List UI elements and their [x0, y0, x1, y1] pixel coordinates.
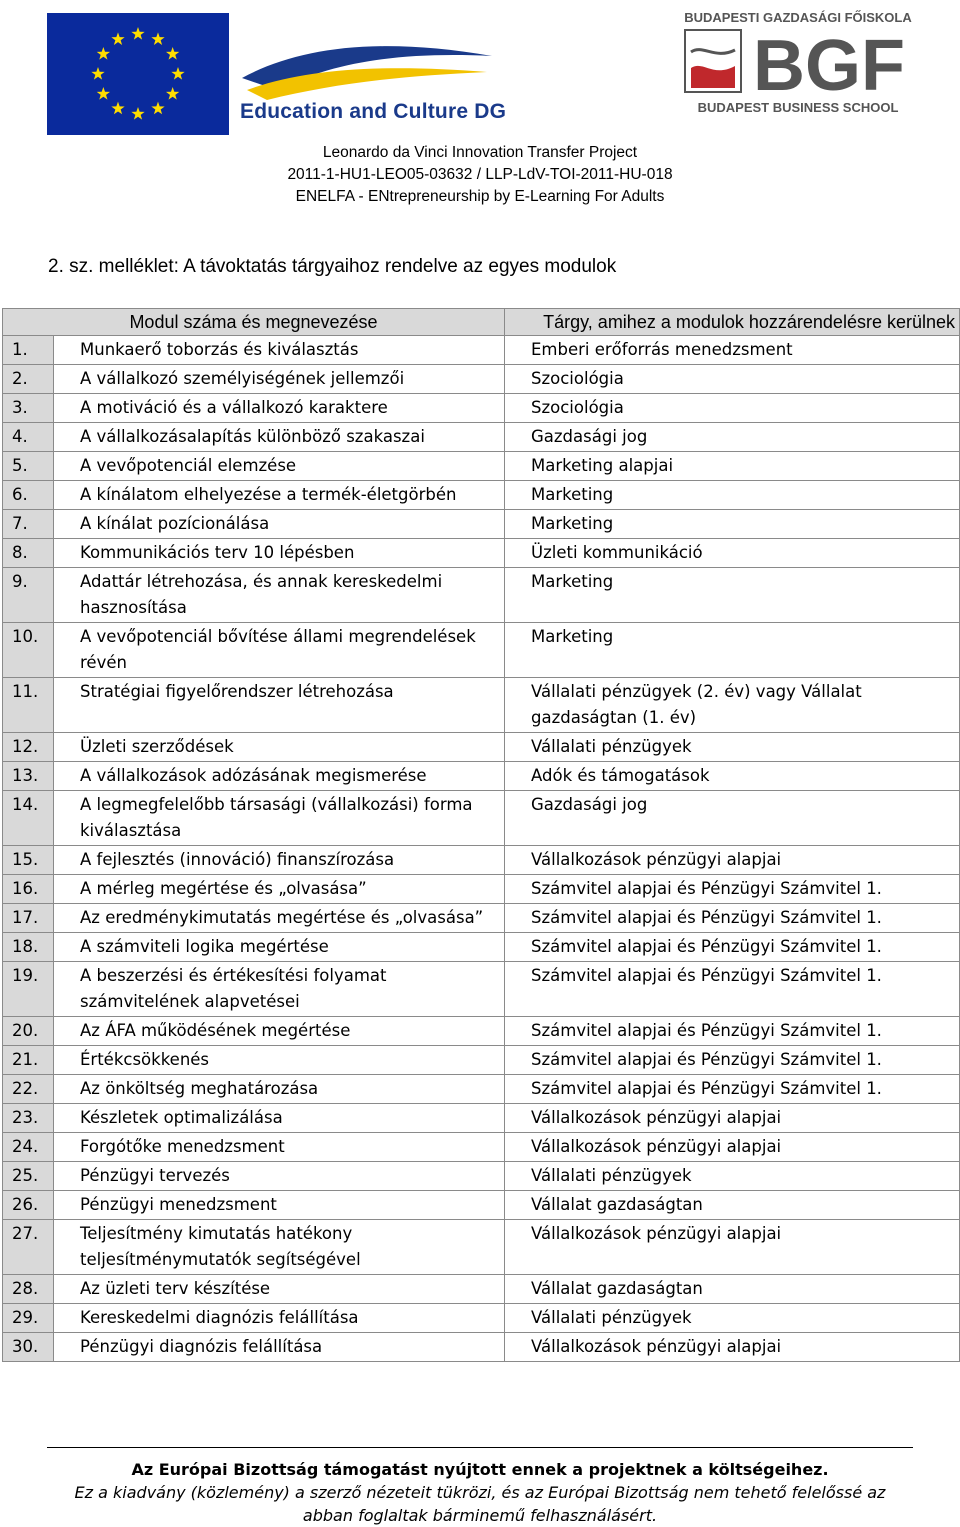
table-row: [3, 1333, 960, 1362]
project-info: [0, 142, 960, 208]
eu-star-icon: [151, 102, 164, 115]
row-number: 4.: [3, 423, 54, 452]
subject-name: Számvitel alapjai és Pénzügyi Számvitel 1.: [505, 1075, 960, 1104]
row-number: 30.: [3, 1333, 54, 1362]
row-number: 8.: [3, 539, 54, 568]
table-row: [3, 791, 960, 846]
table-row: [3, 623, 960, 678]
table-row: [3, 762, 960, 791]
row-number: 11.: [3, 678, 54, 733]
table-row: [3, 510, 960, 539]
table-row: [3, 1133, 960, 1162]
subject-name: Vállalat gazdaságtan: [505, 1275, 960, 1304]
subject-name: Vállalkozások pénzügyi alapjai: [505, 1220, 960, 1275]
row-number: 21.: [3, 1046, 54, 1075]
subject-name: Vállalat gazdaságtan: [505, 1191, 960, 1220]
table-row: [3, 962, 960, 1017]
subject-name: Vállalati pénzügyek (2. év) vagy Vállalat gazdaságtan (1. év): [505, 678, 960, 733]
eu-star-icon: [151, 32, 164, 45]
eu-star-icon: [97, 87, 110, 100]
project-line: 2011-1-HU1-LEO05-03632 / LLP-LdV-TOI-2011-HU-018: [287, 166, 673, 183]
module-name: A kínálatom elhelyezése a termék-életgörbén: [54, 481, 505, 510]
module-name: A vállalkozásalapítás különböző szakaszai: [54, 423, 505, 452]
table-row: [3, 539, 960, 568]
eu-star-icon: [111, 102, 124, 115]
row-number: 17.: [3, 904, 54, 933]
module-name: Az eredménykimutatás megértése és „olvasása”: [54, 904, 505, 933]
module-name: Értékcsökkenés: [54, 1046, 505, 1075]
document-title: 2. sz. melléklet: A távoktatás tárgyaihoz rendelve az egyes modulok: [48, 256, 617, 277]
module-name: A vevőpotenciál elemzése: [54, 452, 505, 481]
module-name: Munkaerő toborzás és kiválasztás: [54, 336, 505, 365]
table-row: [3, 904, 960, 933]
table-header-row: [3, 309, 960, 336]
row-number: 12.: [3, 733, 54, 762]
table-row: [3, 1017, 960, 1046]
subject-name: Számvitel alapjai és Pénzügyi Számvitel 1.: [505, 1017, 960, 1046]
eu-star-icon: [166, 47, 179, 60]
module-name: Üzleti szerződések: [54, 733, 505, 762]
table-row: [3, 933, 960, 962]
module-name: Az ÁFA működésének megértése: [54, 1017, 505, 1046]
module-name: Pénzügyi tervezés: [54, 1162, 505, 1191]
subject-name: Szociológia: [505, 365, 960, 394]
row-number: 10.: [3, 623, 54, 678]
table-row: [3, 1304, 960, 1333]
eu-star-icon: [111, 32, 124, 45]
eu-star-icon: [166, 87, 179, 100]
subject-name: Számvitel alapjai és Pénzügyi Számvitel 1.: [505, 962, 960, 1017]
subject-name: Marketing: [505, 481, 960, 510]
subject-name: Gazdasági jog: [505, 791, 960, 846]
table-row: [3, 1104, 960, 1133]
row-number: 22.: [3, 1075, 54, 1104]
subject-name: Számvitel alapjai és Pénzügyi Számvitel 1.: [505, 904, 960, 933]
row-number: 27.: [3, 1220, 54, 1275]
module-name: Kommunikációs terv 10 lépésben: [54, 539, 505, 568]
module-name: A vevőpotenciál bővítése állami megrendelések révén: [54, 623, 505, 678]
module-name: Adattár létrehozása, és annak kereskedelmi hasznosítása: [54, 568, 505, 623]
table-row: [3, 846, 960, 875]
eu-stars-icon: [47, 13, 229, 135]
eu-star-icon: [91, 67, 104, 80]
row-number: 28.: [3, 1275, 54, 1304]
module-name: A legmegfelelőbb társasági (vállalkozási) forma kiválasztása: [54, 791, 505, 846]
row-number: 18.: [3, 933, 54, 962]
subject-name: Gazdasági jog: [505, 423, 960, 452]
row-number: 7.: [3, 510, 54, 539]
eu-star-icon: [131, 27, 144, 40]
subject-name: Marketing: [505, 568, 960, 623]
subject-name: Vállalkozások pénzügyi alapjai: [505, 846, 960, 875]
table-row: [3, 336, 960, 365]
table-body: [3, 336, 960, 1362]
module-name: A kínálat pozícionálása: [54, 510, 505, 539]
row-number: 3.: [3, 394, 54, 423]
bgf-top-text: BUDAPESTI GAZDASÁGI FŐISKOLA: [684, 10, 912, 25]
eu-star-icon: [171, 67, 184, 80]
subject-name: Vállalati pénzügyek: [505, 1304, 960, 1333]
table-row: [3, 733, 960, 762]
eu-star-icon: [131, 107, 144, 120]
row-number: 9.: [3, 568, 54, 623]
subject-name: Számvitel alapjai és Pénzügyi Számvitel 1.: [505, 875, 960, 904]
module-name: A fejlesztés (innováció) finanszírozása: [54, 846, 505, 875]
row-number: 6.: [3, 481, 54, 510]
project-line: ENELFA - ENtrepreneurship by E-Learning For Adults: [295, 188, 665, 205]
subject-name: Marketing: [505, 510, 960, 539]
table-row: [3, 423, 960, 452]
header-subject: Tárgy, amihez a modulok hozzárendelésre kerülnek: [505, 309, 960, 336]
module-name: Pénzügyi diagnózis felállítása: [54, 1333, 505, 1362]
education-culture-text: Education and Culture DG: [240, 100, 507, 123]
module-name: Készletek optimalizálása: [54, 1104, 505, 1133]
module-name: A vállalkozások adózásának megismerése: [54, 762, 505, 791]
table-row: [3, 1191, 960, 1220]
subject-name: Vállalati pénzügyek: [505, 1162, 960, 1191]
table-row: [3, 1220, 960, 1275]
subject-name: Emberi erőforrás menedzsment: [505, 336, 960, 365]
module-name: A vállalkozó személyiségének jellemzői: [54, 365, 505, 394]
disclaimer-line: Ez a kiadvány (közlemény) a szerző nézeteit tükrözi, és az Európai Bizottság nem tehető felelőssé az: [74, 1483, 886, 1502]
table-row: [3, 1162, 960, 1191]
table-row: [3, 365, 960, 394]
module-name: A mérleg megértése és „olvasása”: [54, 875, 505, 904]
table-row: [3, 452, 960, 481]
subject-name: Számvitel alapjai és Pénzügyi Számvitel 1.: [505, 933, 960, 962]
bgf-logo: [683, 8, 913, 120]
subject-name: Marketing alapjai: [505, 452, 960, 481]
row-number: 15.: [3, 846, 54, 875]
subject-name: Vállalati pénzügyek: [505, 733, 960, 762]
table-row: [3, 678, 960, 733]
table-row: [3, 875, 960, 904]
module-name: A beszerzési és értékesítési folyamat számvitelének alapvetései: [54, 962, 505, 1017]
eu-star-icon: [97, 47, 110, 60]
table-row: [3, 1075, 960, 1104]
module-name: Stratégiai figyelőrendszer létrehozása: [54, 678, 505, 733]
subject-name: Szociológia: [505, 394, 960, 423]
module-name: Az önköltség meghatározása: [54, 1075, 505, 1104]
table-row: [3, 481, 960, 510]
row-number: 29.: [3, 1304, 54, 1333]
row-number: 1.: [3, 336, 54, 365]
row-number: 16.: [3, 875, 54, 904]
row-number: 24.: [3, 1133, 54, 1162]
module-name: A motiváció és a vállalkozó karaktere: [54, 394, 505, 423]
disclaimer-line: abban foglaltak bárminemű felhasználásért.: [302, 1506, 658, 1525]
eu-flag-logo: [47, 13, 229, 135]
subject-name: Marketing: [505, 623, 960, 678]
funding-note: Az Európai Bizottság támogatást nyújtott ennek a projektnek a költségeihez.: [131, 1460, 829, 1479]
subject-name: Vállalkozások pénzügyi alapjai: [505, 1133, 960, 1162]
row-number: 25.: [3, 1162, 54, 1191]
project-line: Leonardo da Vinci Innovation Transfer Project: [322, 144, 638, 161]
row-number: 19.: [3, 962, 54, 1017]
subject-name: Adók és támogatások: [505, 762, 960, 791]
footer: [0, 1458, 960, 1527]
subject-name: Számvitel alapjai és Pénzügyi Számvitel 1.: [505, 1046, 960, 1075]
header-module: Modul száma és megnevezése: [3, 309, 505, 336]
subject-name: Vállalkozások pénzügyi alapjai: [505, 1104, 960, 1133]
table-row: [3, 1275, 960, 1304]
row-number: 20.: [3, 1017, 54, 1046]
module-name: A számviteli logika megértése: [54, 933, 505, 962]
footer-divider: [47, 1447, 913, 1448]
subject-name: Vállalkozások pénzügyi alapjai: [505, 1333, 960, 1362]
table-row: [3, 394, 960, 423]
row-number: 26.: [3, 1191, 54, 1220]
module-name: Forgótőke menedzsment: [54, 1133, 505, 1162]
table-row: [3, 568, 960, 623]
row-number: 14.: [3, 791, 54, 846]
row-number: 13.: [3, 762, 54, 791]
row-number: 5.: [3, 452, 54, 481]
module-name: Teljesítmény kimutatás hatékony teljesítménymutatók segítségével: [54, 1220, 505, 1275]
module-name: Kereskedelmi diagnózis felállítása: [54, 1304, 505, 1333]
bgf-bottom-text: BUDAPEST BUSINESS SCHOOL: [697, 100, 899, 115]
subject-name: Üzleti kommunikáció: [505, 539, 960, 568]
module-name: Pénzügyi menedzsment: [54, 1191, 505, 1220]
modules-table: [2, 308, 960, 1362]
bgf-mark-text: BGF: [753, 26, 905, 106]
table-row: [3, 1046, 960, 1075]
module-name: Az üzleti terv készítése: [54, 1275, 505, 1304]
row-number: 2.: [3, 365, 54, 394]
row-number: 23.: [3, 1104, 54, 1133]
